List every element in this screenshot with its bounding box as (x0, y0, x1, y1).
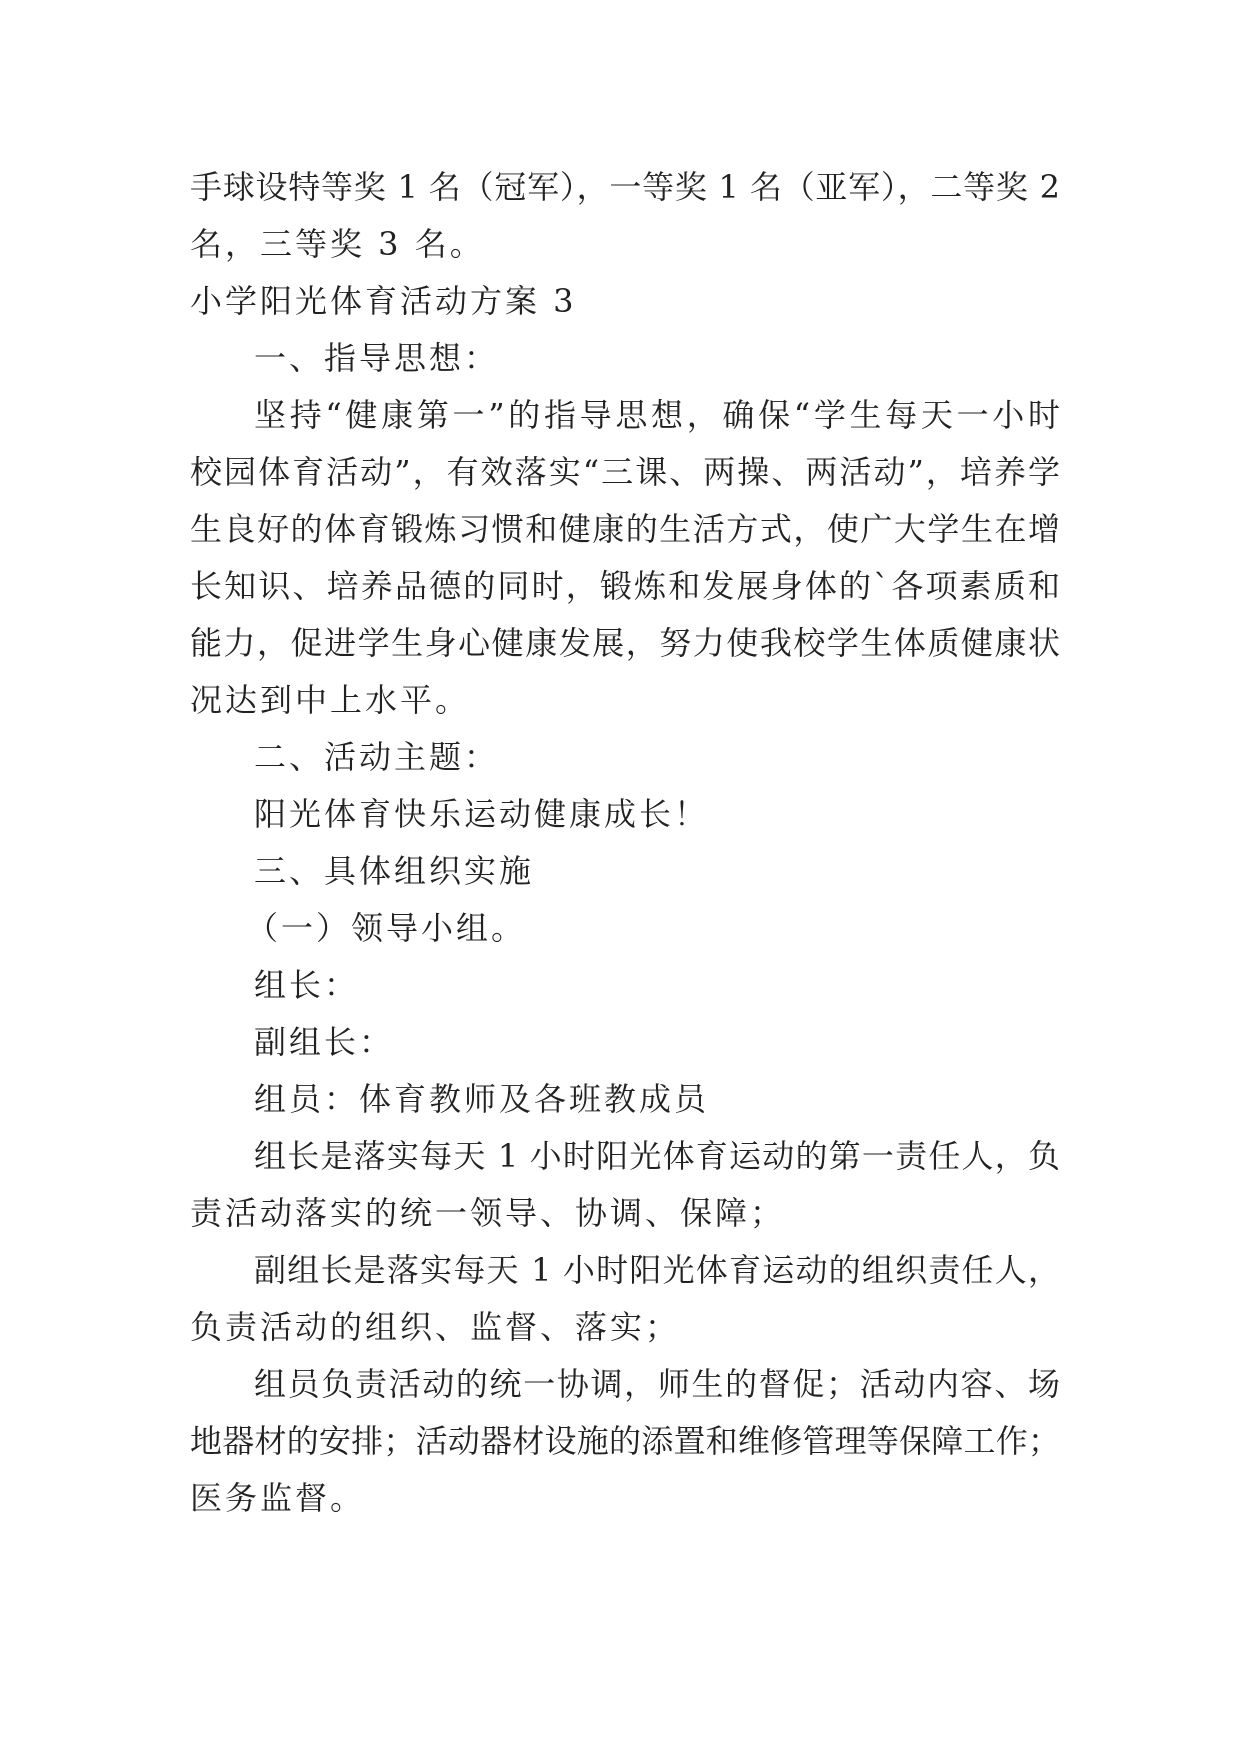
heading-activity-theme: 二、活动主题： (254, 738, 500, 776)
paragraph-line: 副组长是落实每天 1 小时阳光体育运动的组织责任人， (254, 1251, 1060, 1289)
paragraph-line: 组长是落实每天 1 小时阳光体育运动的第一责任人，负 (254, 1137, 1060, 1175)
subheading-leadership-group: （一）领导小组。 (246, 909, 527, 947)
paragraph-line: 副组长： (254, 1023, 395, 1061)
paragraph-line: 况达到中上水平。 (190, 681, 471, 719)
paragraph-line: 地器材的安排；活动器材设施的添置和维修管理等保障工作； (190, 1422, 1060, 1460)
paragraph-line: 医务监督。 (190, 1479, 366, 1517)
paragraph-line: 阳光体育快乐运动健康成长！ (254, 795, 710, 833)
paragraph-line: 坚持“健康第一”的指导思想，确保“学生每天一小时 (254, 396, 1060, 434)
paragraph-line: 手球设特等奖 1 名（冠军），一等奖 1 名（亚军），二等奖 2 (190, 168, 1060, 206)
paragraph-line: 名，三等奖 3 名。 (190, 225, 485, 263)
paragraph-line: 组员负责活动的统一协调，师生的督促；活动内容、场 (254, 1365, 1060, 1403)
paragraph-line: 组员：体育教师及各班教成员 (254, 1080, 710, 1118)
paragraph-line: 长知识、培养品德的同时，锻炼和发展身体的`各项素质和 (190, 567, 1060, 605)
paragraph-line: 生良好的体育锻炼习惯和健康的生活方式，使广大学生在增 (190, 510, 1060, 548)
paragraph-line: 校园体育活动”，有效落实“三课、两操、两活动”，培养学 (190, 453, 1060, 491)
paragraph-line: 组长： (254, 966, 360, 1004)
heading-guiding-ideology: 一、指导思想： (254, 339, 500, 377)
section-title: 小学阳光体育活动方案 3 (190, 282, 577, 320)
paragraph-line: 负责活动的组织、监督、落实； (190, 1308, 681, 1346)
heading-implementation: 三、具体组织实施 (254, 852, 535, 890)
paragraph-line: 责活动落实的统一领导、协调、保障； (190, 1194, 786, 1232)
paragraph-line: 能力，促进学生身心健康发展，努力使我校学生体质健康状 (190, 624, 1060, 662)
